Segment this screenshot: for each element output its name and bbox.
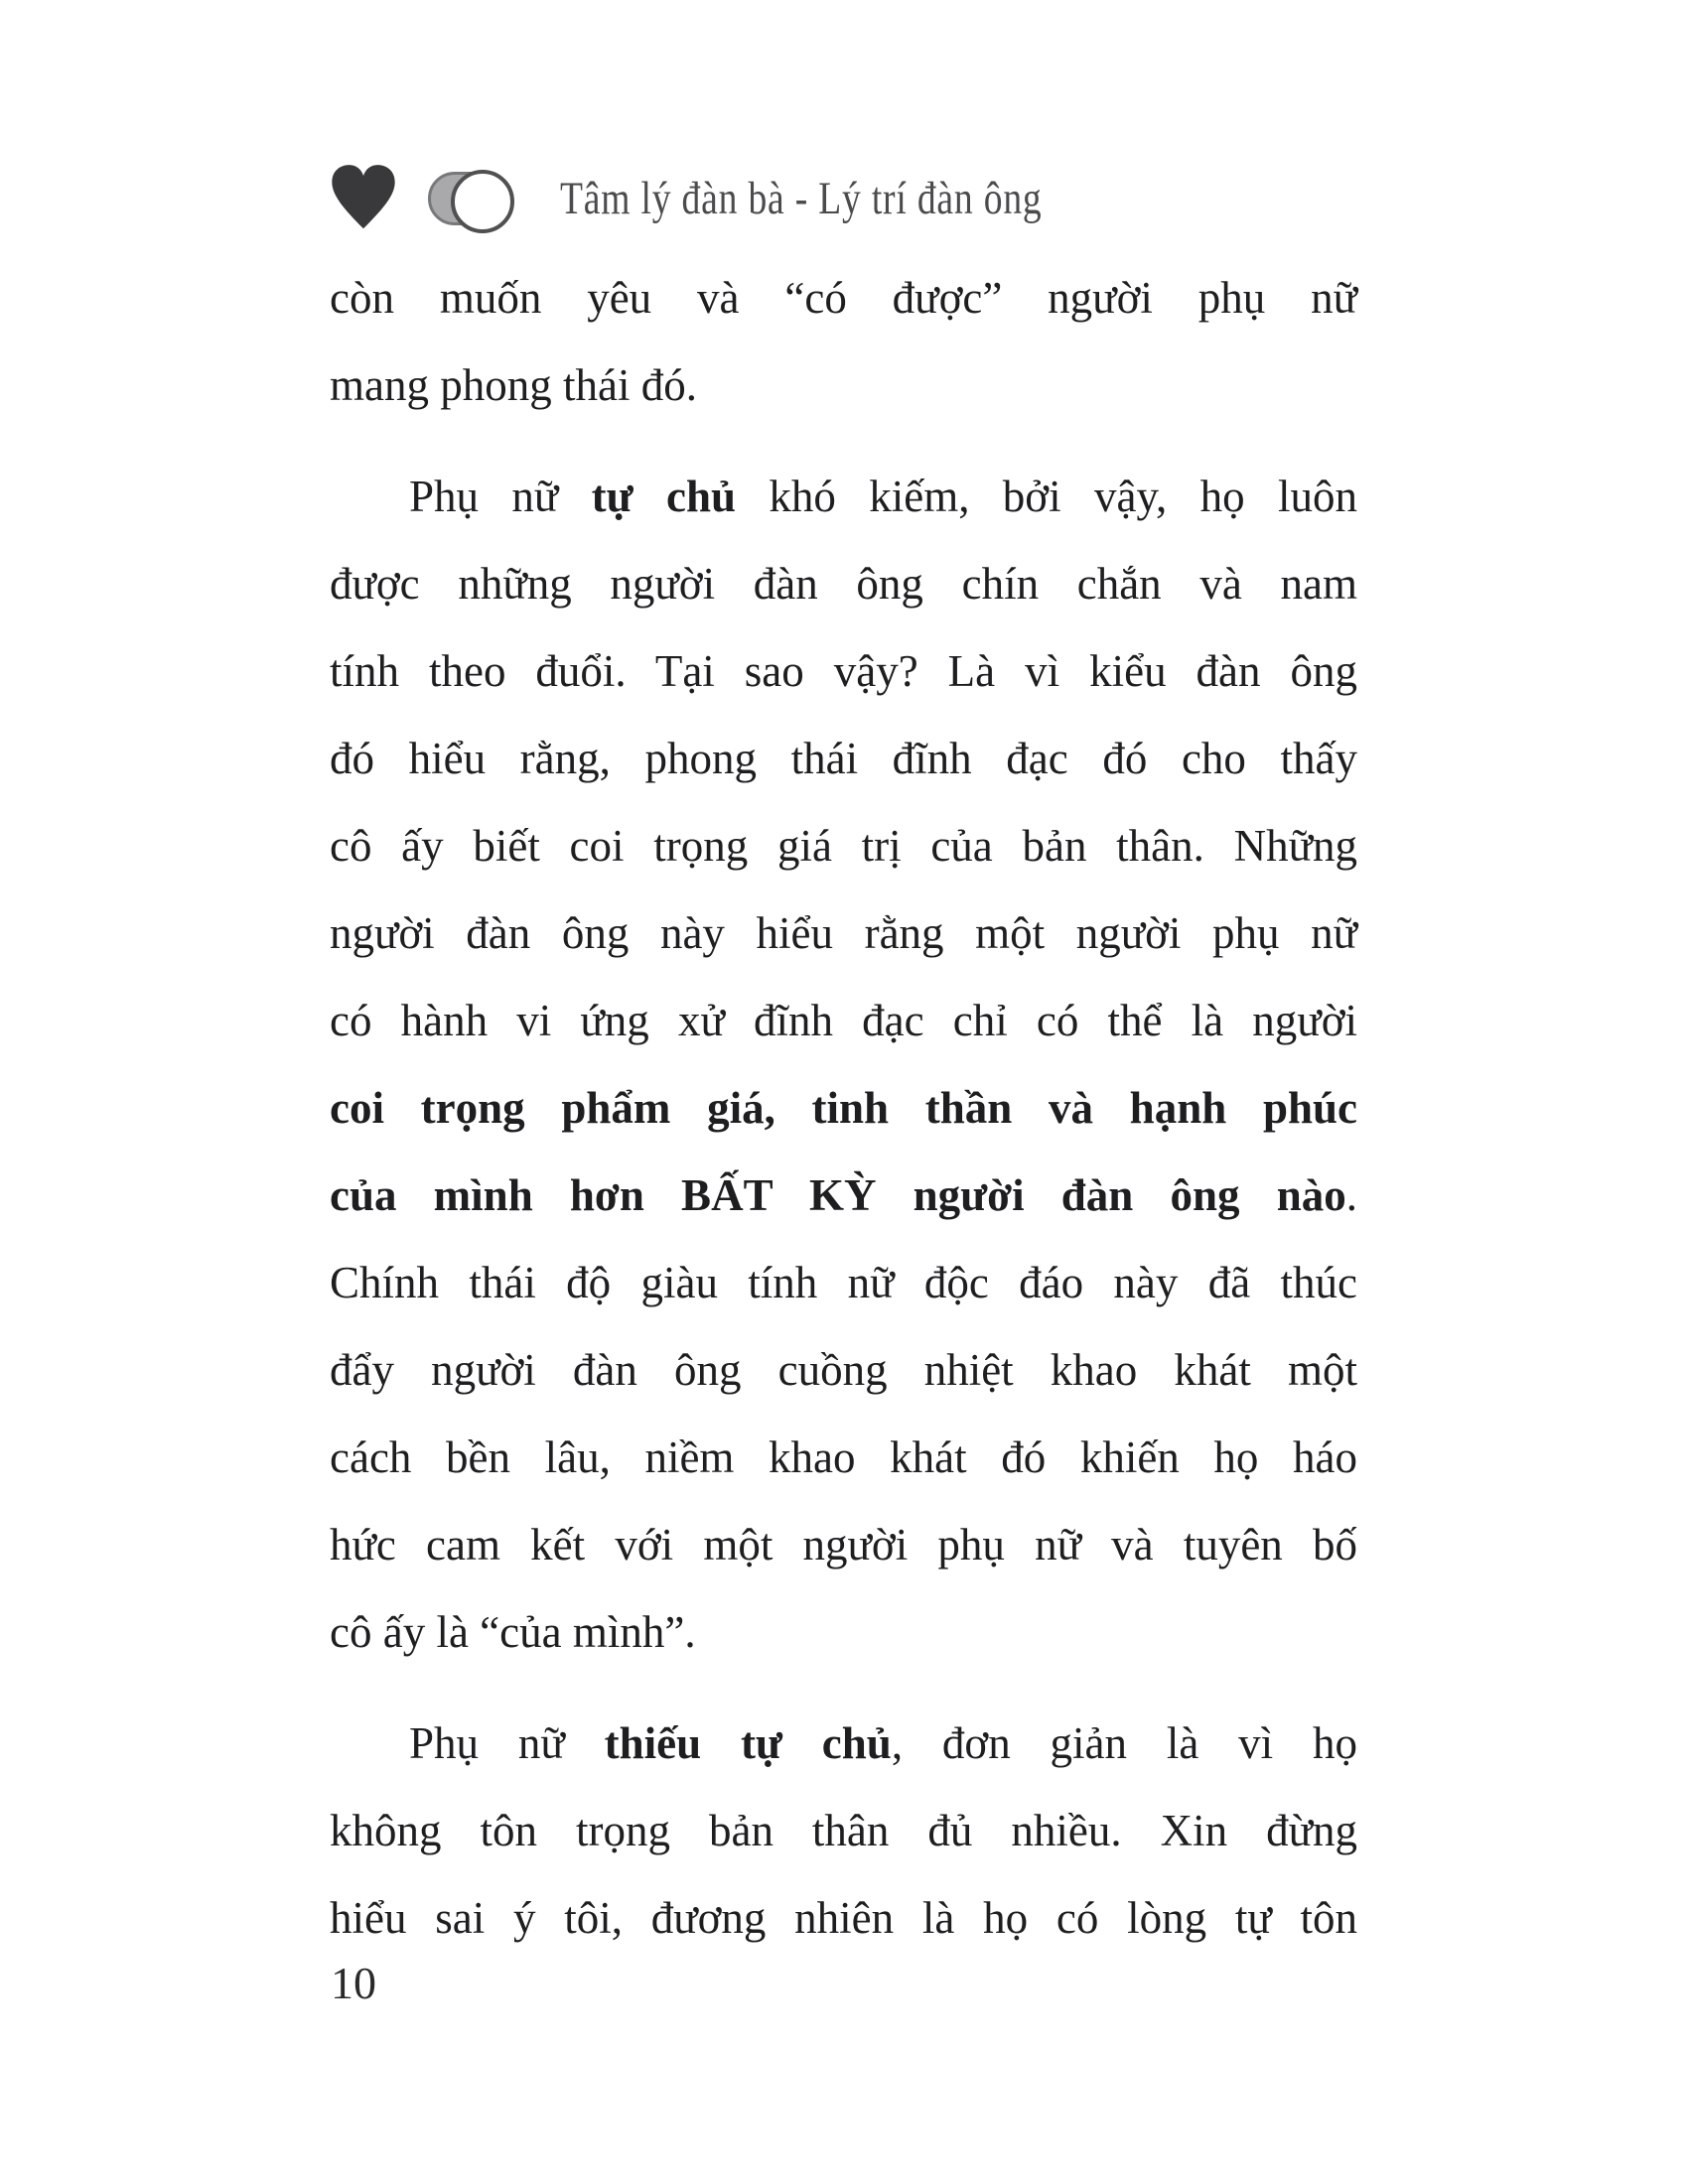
- text-line: cô ấy là “của mình”.: [330, 1607, 696, 1657]
- text-line: của mình hơn BẤT KỲ người đàn ông nào.: [330, 1170, 1357, 1220]
- text-line: được những người đàn ông chín chắn và nam: [330, 559, 1357, 609]
- text-line: đẩy người đàn ông cuồng nhiệt khao khát một: [330, 1345, 1357, 1395]
- text-line: Phụ nữ thiếu tự chủ, đơn giản là vì họ: [409, 1718, 1358, 1768]
- running-title: Tâm lý đàn bà - Lý trí đàn ông: [560, 173, 1043, 224]
- text-line: hức cam kết với một người phụ nữ và tuyên bố: [330, 1520, 1357, 1570]
- text-line: người đàn ông này hiểu rằng một người phụ nữ: [330, 908, 1357, 958]
- text-line: cách bền lâu, niềm khao khát đó khiến họ háo: [330, 1433, 1357, 1482]
- paragraph: [330, 453, 1357, 1676]
- text-line: có hành vi ứng xử đĩnh đạc chỉ có thể là người: [330, 996, 1357, 1045]
- text-line: cô ấy biết coi trọng giá trị của bản thân. Những: [330, 821, 1357, 871]
- paragraph: [330, 1700, 1357, 1962]
- heart-icon: [328, 158, 399, 239]
- text-line: tính theo đuổi. Tại sao vậy? Là vì kiểu đàn ông: [330, 646, 1357, 696]
- body-text: [330, 254, 1357, 1985]
- text-line: không tôn trọng bản thân đủ nhiều. Xin đừng: [330, 1806, 1357, 1855]
- text-line: còn muốn yêu và “có được” người phụ nữ: [330, 273, 1357, 323]
- text-line: đó hiểu rằng, phong thái đĩnh đạc đó cho thấy: [330, 734, 1357, 783]
- text-line: Phụ nữ tự chủ khó kiếm, bởi vậy, họ luôn: [409, 472, 1357, 521]
- toggle-icon: [428, 172, 513, 225]
- toggle-knob-icon: [451, 170, 514, 233]
- text-line: coi trọng phẩm giá, tinh thần và hạnh phúc: [330, 1083, 1357, 1133]
- page-number: 10: [331, 1958, 376, 2008]
- page-header: [328, 149, 1163, 248]
- text-line: mang phong thái đó.: [330, 360, 697, 410]
- text-line: hiểu sai ý tôi, đương nhiên là họ có lòng tự tôn: [330, 1893, 1357, 1943]
- text-line: Chính thái độ giàu tính nữ độc đáo này đã thúc: [330, 1258, 1357, 1307]
- paragraph: [330, 254, 1357, 429]
